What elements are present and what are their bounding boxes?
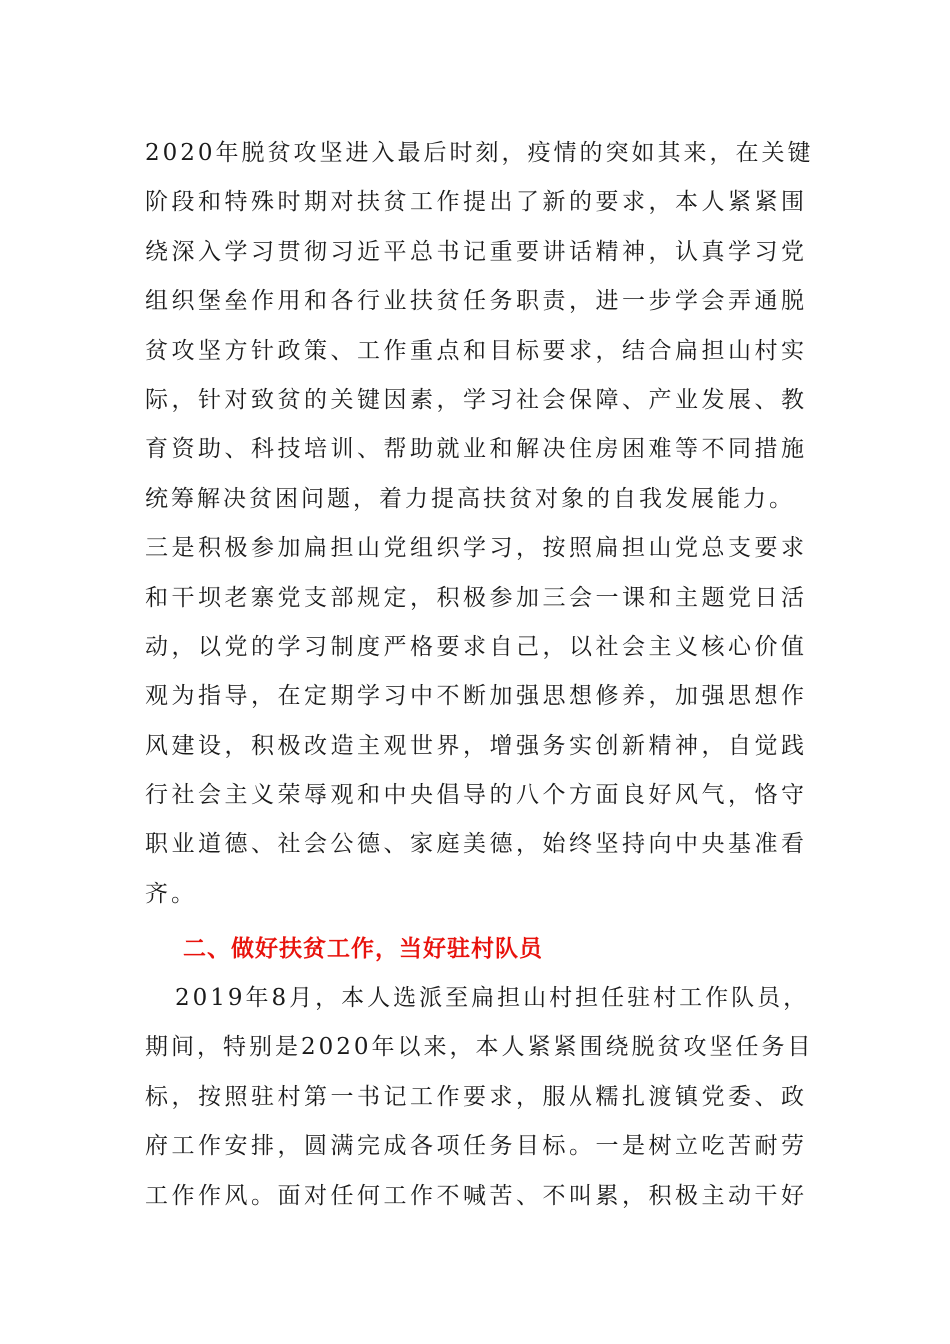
paragraph-line: 际，针对致贫的关键因素，学习社会保障、产业发展、教 bbox=[145, 386, 807, 413]
paragraph-line: 行社会主义荣辱观和中央倡导的八个方面良好风气，恪守 bbox=[145, 782, 807, 809]
paragraph-line: 2020年脱贫攻坚进入最后时刻，疫情的突如其来，在关键 bbox=[145, 140, 814, 166]
section-heading: 二、做好扶贫工作，当好驻村队员 bbox=[183, 936, 543, 962]
paragraph-line: 动，以党的学习制度严格要求自己，以社会主义核心价值 bbox=[145, 633, 807, 660]
paragraph-line: 期间，特别是2020年以来，本人紧紧围绕脱贫攻坚任务目 bbox=[145, 1034, 814, 1061]
paragraph-line: 和干坝老寨党支部规定，积极参加三会一课和主题党日活 bbox=[145, 584, 807, 611]
paragraph-line: 观为指导，在定期学习中不断加强思想修养，加强思想作 bbox=[145, 683, 807, 710]
paragraph-line: 标，按照驻村第一书记工作要求，服从糯扎渡镇党委、政 bbox=[145, 1083, 807, 1110]
paragraph-line: 府工作安排，圆满完成各项任务目标。一是树立吃苦耐劳 bbox=[145, 1133, 807, 1160]
paragraph-line: 阶段和特殊时期对扶贫工作提出了新的要求，本人紧紧围 bbox=[145, 189, 807, 216]
paragraph-line: 风建设，积极改造主观世界，增强务实创新精神，自觉践 bbox=[145, 732, 807, 759]
paragraph-line: 育资助、科技培训、帮助就业和解决住房困难等不同措施 bbox=[145, 436, 807, 463]
paragraph-line: 统筹解决贫困问题，着力提高扶贫对象的自我发展能力。 bbox=[145, 485, 795, 512]
paragraph-line: 三是积极参加扁担山党组织学习，按照扁担山党总支要求 bbox=[145, 535, 807, 562]
paragraph-line: 齐。 bbox=[145, 880, 197, 907]
paragraph-line: 工作作风。面对任何工作不喊苦、不叫累，积极主动干好 bbox=[145, 1182, 807, 1209]
paragraph-village-work bbox=[145, 974, 814, 1221]
paragraph-line: 绕深入学习贯彻习近平总书记重要讲话精神，认真学习党 bbox=[145, 238, 807, 265]
paragraph-line: 组织堡垒作用和各行业扶贫任务职责，进一步学会弄通脱 bbox=[145, 288, 807, 315]
paragraph-line: 贫攻坚方针政策、工作重点和目标要求，结合扁担山村实 bbox=[145, 337, 807, 364]
paragraph-line: 2019年8月，本人选派至扁担山村担任驻村工作队员， bbox=[175, 985, 810, 1011]
paragraph-party-study bbox=[145, 129, 814, 919]
paragraph-line: 职业道德、社会公德、家庭美德，始终坚持向中央基准看 bbox=[145, 831, 807, 858]
